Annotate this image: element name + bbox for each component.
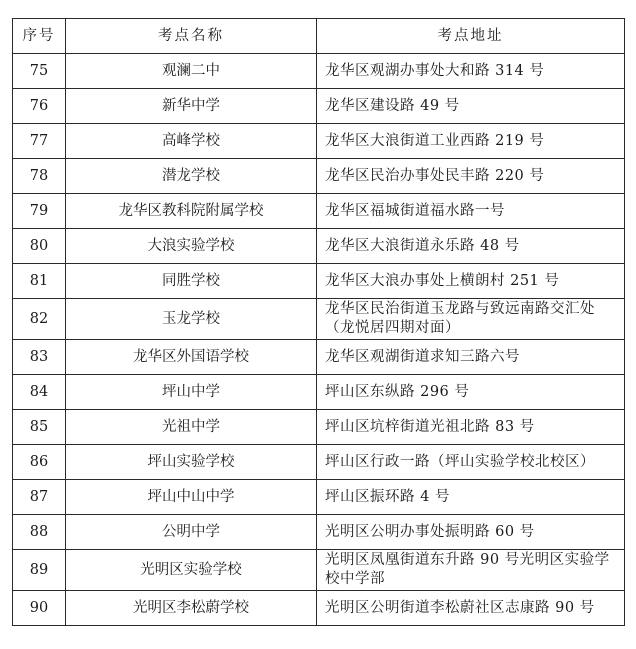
- row-site-address: 龙华区大浪街道工业西路 219 号: [317, 124, 625, 159]
- table-row: [13, 550, 625, 591]
- header-site-name: 考点名称: [66, 19, 317, 54]
- row-serial-number: 78: [13, 159, 66, 194]
- table-row: [13, 54, 625, 89]
- header-site-address: 考点地址: [317, 19, 625, 54]
- row-serial-number: 86: [13, 445, 66, 480]
- row-site-name: 潜龙学校: [66, 159, 317, 194]
- table-row: [13, 375, 625, 410]
- row-site-name: 大浪实验学校: [66, 229, 317, 264]
- table-row: [13, 194, 625, 229]
- row-serial-number: 87: [13, 480, 66, 515]
- row-site-address: 光明区公明街道李松蔚社区志康路 90 号: [317, 591, 625, 626]
- row-site-address: 坪山区东纵路 296 号: [317, 375, 625, 410]
- row-serial-number: 85: [13, 410, 66, 445]
- row-site-address: 龙华区观湖街道求知三路六号: [317, 340, 625, 375]
- table-row: [13, 229, 625, 264]
- row-serial-number: 77: [13, 124, 66, 159]
- row-site-address: 龙华区福城街道福水路一号: [317, 194, 625, 229]
- row-serial-number: 82: [13, 299, 66, 340]
- exam-site-table: [12, 18, 625, 626]
- row-serial-number: 89: [13, 550, 66, 591]
- row-serial-number: 84: [13, 375, 66, 410]
- table-row: [13, 124, 625, 159]
- row-site-name: 公明中学: [66, 515, 317, 550]
- exam-site-table-container: [12, 18, 624, 626]
- row-site-name: 观澜二中: [66, 54, 317, 89]
- row-site-address: 龙华区观湖办事处大和路 314 号: [317, 54, 625, 89]
- row-site-address: 龙华区民治街道玉龙路与致远南路交汇处（龙悦居四期对面）: [317, 299, 625, 340]
- table-row: [13, 89, 625, 124]
- row-site-name: 光明区实验学校: [66, 550, 317, 591]
- table-row: [13, 480, 625, 515]
- row-site-address: 坪山区振环路 4 号: [317, 480, 625, 515]
- row-serial-number: 81: [13, 264, 66, 299]
- row-serial-number: 76: [13, 89, 66, 124]
- row-serial-number: 79: [13, 194, 66, 229]
- row-site-address: 龙华区大浪街道永乐路 48 号: [317, 229, 625, 264]
- table-header-row: [13, 19, 625, 54]
- table-row: [13, 515, 625, 550]
- row-site-name: 坪山实验学校: [66, 445, 317, 480]
- table-row: [13, 264, 625, 299]
- header-serial-number: 序号: [13, 19, 66, 54]
- row-site-name: 玉龙学校: [66, 299, 317, 340]
- row-serial-number: 75: [13, 54, 66, 89]
- row-site-name: 龙华区教科院附属学校: [66, 194, 317, 229]
- row-serial-number: 90: [13, 591, 66, 626]
- row-site-name: 新华中学: [66, 89, 317, 124]
- row-site-name: 光明区李松蔚学校: [66, 591, 317, 626]
- row-serial-number: 80: [13, 229, 66, 264]
- row-site-name: 坪山中学: [66, 375, 317, 410]
- row-site-address: 坪山区行政一路（坪山实验学校北校区）: [317, 445, 625, 480]
- row-serial-number: 88: [13, 515, 66, 550]
- row-site-name: 光祖中学: [66, 410, 317, 445]
- row-site-name: 高峰学校: [66, 124, 317, 159]
- row-serial-number: 83: [13, 340, 66, 375]
- table-row: [13, 299, 625, 340]
- row-site-name: 坪山中山中学: [66, 480, 317, 515]
- row-site-name: 同胜学校: [66, 264, 317, 299]
- table-row: [13, 159, 625, 194]
- row-site-address: 光明区公明办事处振明路 60 号: [317, 515, 625, 550]
- table-row: [13, 410, 625, 445]
- table-row: [13, 591, 625, 626]
- row-site-address: 龙华区民治办事处民丰路 220 号: [317, 159, 625, 194]
- row-site-address: 龙华区大浪办事处上横朗村 251 号: [317, 264, 625, 299]
- row-site-address: 龙华区建设路 49 号: [317, 89, 625, 124]
- row-site-address: 坪山区坑梓街道光祖北路 83 号: [317, 410, 625, 445]
- table-row: [13, 340, 625, 375]
- row-site-name: 龙华区外国语学校: [66, 340, 317, 375]
- table-row: [13, 445, 625, 480]
- row-site-address: 光明区凤凰街道东升路 90 号光明区实验学校中学部: [317, 550, 625, 591]
